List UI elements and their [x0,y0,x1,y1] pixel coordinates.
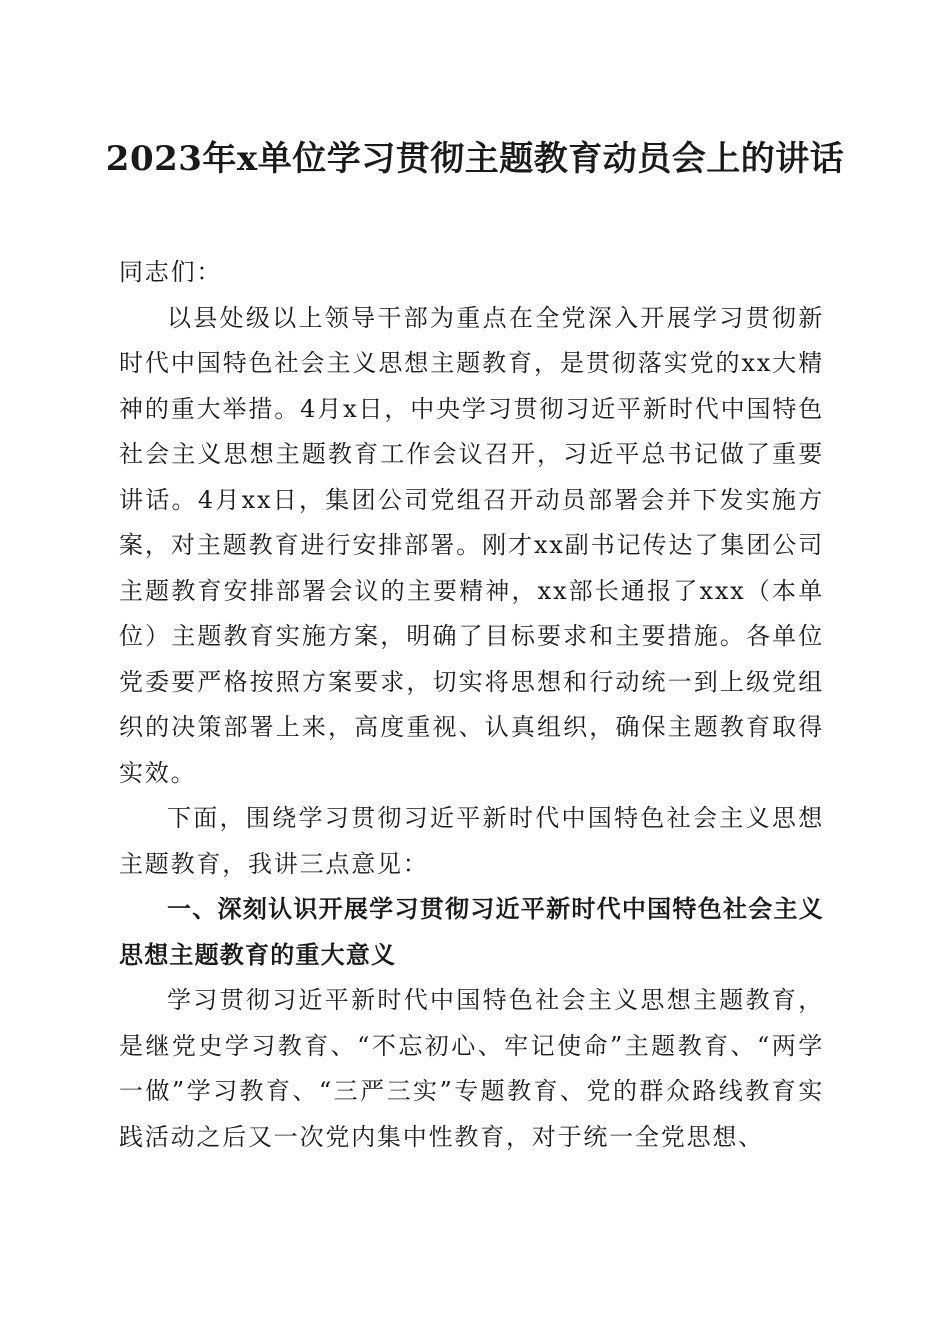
section-heading: 一、深刻认识开展学习贯彻习近平新时代中国特色社会主义思想主题教育的重大意义 [119,895,824,969]
salutation: 同志们： [119,258,223,286]
document-title: 2023年x单位学习贯彻主题教育动员会上的讲话 [105,139,845,179]
document-body [119,250,824,1160]
paragraph-intro: 以县处级以上领导干部为重点在全党深入开展学习贯彻新时代中国特色社会主义思想主题教育，是贯彻落实党的xx大精神的重大举措。4月x日，中央学习贯彻习近平新时代中国特色社会主义思想主题教育工作会议召开，习近平总书记做了重要讲话。4月xx日，集团公司党组召开动员部署会并下发实施方案，对主题教育进行安排部署。刚才xx副书记传达了集团公司主题教育安排部署会议的主要精神，xx部长通报了xxx（本单位）主题教育实施方案，明确了目标要求和主要措施。各单位党委要严格按照方案要求，切实将思想和行动统一到上级党组织的决策部署上来，高度重视、认真组织，确保主题教育取得实效。 [119,303,824,787]
section-paragraph: 学习贯彻习近平新时代中国特色社会主义思想主题教育，是继党史学习教育、“不忘初心、牢记使命”主题教育、“两学一做”学习教育、“三严三实”专题教育、党的群众路线教育实践活动之后又一次党内集中性教育，对于统一全党思想、 [119,986,824,1151]
paragraph-outline: 下面，围绕学习贯彻习近平新时代中国特色社会主义思想主题教育，我讲三点意见： [119,804,824,878]
